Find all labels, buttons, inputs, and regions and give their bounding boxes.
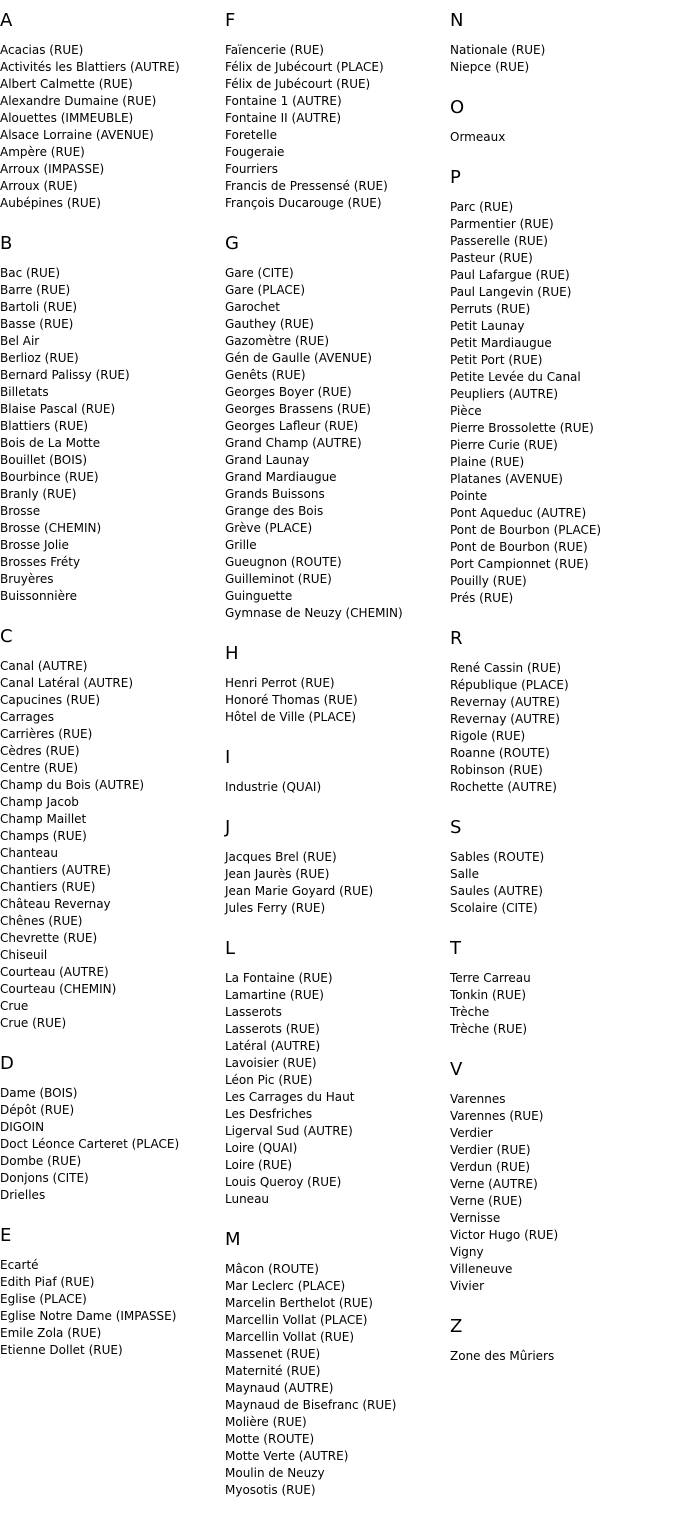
street-list-item[interactable]: Robinson (RUE)	[450, 763, 543, 777]
street-list-item[interactable]: Pont de Bourbon (RUE)	[450, 540, 588, 554]
index-column	[450, 10, 672, 1386]
street-list-item[interactable]: Pasteur (RUE)	[450, 251, 533, 265]
street-list-item[interactable]: Gauthey (RUE)	[225, 317, 314, 331]
street-list-item[interactable]: Billetats	[0, 385, 49, 399]
street-list-item[interactable]: Grange des Bois	[225, 504, 324, 518]
street-list-item[interactable]: Hôtel de Ville (PLACE)	[225, 710, 357, 724]
section-letter-heading: V	[450, 1059, 463, 1080]
street-list-item[interactable]: Industrie (QUAI)	[225, 780, 322, 794]
street-list-item[interactable]: Chanteau	[0, 846, 58, 860]
street-list-item[interactable]: Pont de Bourbon (PLACE)	[450, 523, 602, 537]
street-list-item[interactable]: Maynaud (AUTRE)	[225, 1381, 334, 1395]
letter-section	[450, 938, 672, 1038]
street-list-item[interactable]: Plaine (RUE)	[450, 455, 525, 469]
street-list-item[interactable]: Basse (RUE)	[0, 317, 74, 331]
street-list	[450, 1091, 672, 1295]
street-list-item[interactable]: Pièce	[450, 404, 482, 418]
street-list	[225, 970, 447, 1208]
street-list-item[interactable]: Dombe (RUE)	[0, 1154, 82, 1168]
street-list-item[interactable]: Passerelle (RUE)	[450, 234, 548, 248]
street-list-item[interactable]: Nationale (RUE)	[450, 43, 546, 57]
letter-section	[225, 747, 447, 796]
letter-section	[225, 938, 447, 1208]
street-list-item[interactable]: Lasserots (RUE)	[225, 1022, 320, 1036]
street-list-item[interactable]: Jean Marie Goyard (RUE)	[225, 884, 374, 898]
section-letter-heading: D	[0, 1053, 14, 1074]
street-list-item[interactable]: Gén de Gaulle (AVENUE)	[225, 351, 372, 365]
street-list-item[interactable]: Mâcon (ROUTE)	[225, 1262, 319, 1276]
street-list-item[interactable]: Motte (ROUTE)	[225, 1432, 315, 1446]
street-list-item[interactable]: Lavoisier (RUE)	[225, 1056, 317, 1070]
street-list-item[interactable]: Grève (PLACE)	[225, 521, 313, 535]
street-list	[450, 129, 672, 146]
street-list-item[interactable]: Ampère (RUE)	[0, 145, 85, 159]
street-list-item[interactable]: Foretelle	[225, 128, 278, 142]
street-list-item[interactable]: Gymnase de Neuzy (CHEMIN)	[225, 606, 403, 620]
street-list-item[interactable]: Jean Jaurès (RUE)	[225, 867, 330, 881]
street-list-item[interactable]: Etienne Dollet (RUE)	[0, 1343, 123, 1357]
section-letter-heading: S	[450, 817, 462, 838]
street-list-item[interactable]: Scolaire (CITE)	[450, 901, 538, 915]
street-list-item[interactable]: Loire (RUE)	[225, 1158, 293, 1172]
street-list-item[interactable]: Bac (RUE)	[0, 266, 61, 280]
street-list-item[interactable]: Port Campionnet (RUE)	[450, 557, 589, 571]
street-list-item[interactable]: Pierre Curie (RUE)	[450, 438, 558, 452]
street-list-item[interactable]: Bartoli (RUE)	[0, 300, 78, 314]
section-letter-heading: I	[225, 747, 231, 768]
street-list-item[interactable]: Félix de Jubécourt (PLACE)	[225, 60, 384, 74]
street-list-item[interactable]: Vivier	[450, 1279, 485, 1293]
letter-section	[450, 628, 672, 796]
street-list-item[interactable]: Paul Lafargue (RUE)	[450, 268, 570, 282]
street-list-item[interactable]: Vigny	[450, 1245, 484, 1259]
street-list	[450, 970, 672, 1038]
street-list	[0, 265, 222, 605]
street-list-item[interactable]: Moulin de Neuzy	[225, 1466, 325, 1480]
street-list-item[interactable]: Gazomètre (RUE)	[225, 334, 330, 348]
section-letter-heading: F	[225, 10, 236, 31]
section-letter-heading: C	[0, 626, 13, 647]
street-list	[0, 42, 222, 212]
street-list-item[interactable]: Cèdres (RUE)	[0, 744, 80, 758]
letter-section	[225, 817, 447, 917]
street-list-item[interactable]: Trèche (RUE)	[450, 1022, 528, 1036]
street-list-item[interactable]: Fontaine 1 (AUTRE)	[225, 94, 342, 108]
street-list-item[interactable]: Courteau (CHEMIN)	[0, 982, 117, 996]
street-list-item[interactable]: Honoré Thomas (RUE)	[225, 693, 358, 707]
street-list-item[interactable]: Vernisse	[450, 1211, 501, 1225]
street-list-item[interactable]: Champ du Bois (AUTRE)	[0, 778, 145, 792]
street-list-item[interactable]: Georges Brassens (RUE)	[225, 402, 371, 416]
street-list	[225, 779, 447, 796]
street-list-item[interactable]: Carrières (RUE)	[0, 727, 93, 741]
street-list-item[interactable]: Marcelin Berthelot (RUE)	[225, 1296, 373, 1310]
street-list-item[interactable]: Brosse (CHEMIN)	[0, 521, 102, 535]
street-list-item[interactable]: Georges Boyer (RUE)	[225, 385, 352, 399]
street-list	[450, 42, 672, 76]
street-list-item[interactable]: Gare (PLACE)	[225, 283, 306, 297]
street-list-item[interactable]: Petit Launay	[450, 319, 525, 333]
street-list-item[interactable]: Léon Pic (RUE)	[225, 1073, 313, 1087]
street-list-item[interactable]: Doct Léonce Carteret (PLACE)	[0, 1137, 180, 1151]
street-list-item[interactable]: Trèche	[450, 1005, 490, 1019]
street-list-item[interactable]: Canal (AUTRE)	[0, 659, 88, 673]
street-list-item[interactable]: Verdun (RUE)	[450, 1160, 531, 1174]
street-list-item[interactable]: Activités les Blattiers (AUTRE)	[0, 60, 180, 74]
letter-section	[225, 1229, 447, 1499]
street-list-item[interactable]: Pierre Brossolette (RUE)	[450, 421, 594, 435]
street-list-item[interactable]: Champ Maillet	[0, 812, 87, 826]
street-list-item[interactable]: Alexandre Dumaine (RUE)	[0, 94, 157, 108]
street-list-item[interactable]: Lasserots	[225, 1005, 282, 1019]
street-list-item[interactable]: Ecarté	[0, 1258, 39, 1272]
section-letter-heading: M	[225, 1229, 241, 1250]
street-list-item[interactable]: Château Revernay	[0, 897, 111, 911]
street-list	[450, 199, 672, 607]
street-list-item[interactable]: Grands Buissons	[225, 487, 325, 501]
street-list-item[interactable]: Bois de La Motte	[0, 436, 101, 450]
street-list-item[interactable]: Maternité (RUE)	[225, 1364, 321, 1378]
street-list-item[interactable]: Bourbince (RUE)	[0, 470, 99, 484]
street-list-item[interactable]: Roanne (ROUTE)	[450, 746, 550, 760]
street-list-item[interactable]: Bel Air	[0, 334, 40, 348]
street-list-item[interactable]: Garochet	[225, 300, 280, 314]
section-letter-heading: E	[0, 1225, 12, 1246]
letter-section	[450, 1316, 672, 1365]
street-list-item[interactable]: Centre (RUE)	[0, 761, 79, 775]
street-list	[225, 849, 447, 917]
letter-section	[225, 643, 447, 726]
street-list-item[interactable]: Capucines (RUE)	[0, 693, 101, 707]
letter-section	[450, 1059, 672, 1295]
street-list	[225, 42, 447, 212]
street-list-item[interactable]: Myosotis (RUE)	[225, 1483, 316, 1497]
street-list-item[interactable]: Edith Piaf (RUE)	[0, 1275, 95, 1289]
street-list-item[interactable]: Lamartine (RUE)	[225, 988, 324, 1002]
street-list-item[interactable]: Courteau (AUTRE)	[0, 965, 109, 979]
index-column	[225, 10, 447, 1520]
street-list-item[interactable]: Alsace Lorraine (AVENUE)	[0, 128, 154, 142]
street-list-item[interactable]: Grand Champ (AUTRE)	[225, 436, 362, 450]
street-list-item[interactable]: Rigole (RUE)	[450, 729, 526, 743]
index-column	[0, 10, 222, 1380]
street-list-item[interactable]: Georges Lafleur (RUE)	[225, 419, 359, 433]
street-list-item[interactable]: Fougeraie	[225, 145, 285, 159]
section-letter-heading: B	[0, 233, 13, 254]
section-letter-heading: R	[450, 628, 463, 649]
street-list-item[interactable]: Francis de Pressensé (RUE)	[225, 179, 388, 193]
street-list-item[interactable]: Alouettes (IMMEUBLE)	[0, 111, 134, 125]
street-list-item[interactable]: Gare (CITE)	[225, 266, 294, 280]
street-list-item[interactable]: Eglise (PLACE)	[0, 1292, 87, 1306]
street-list-item[interactable]: Guinguette	[225, 589, 293, 603]
street-list-item[interactable]: Salle	[450, 867, 480, 881]
letter-section	[0, 1053, 222, 1204]
street-list	[0, 1085, 222, 1204]
street-list-item[interactable]: Brosse	[0, 504, 41, 518]
street-list-item[interactable]: Donjons (CITE)	[0, 1171, 89, 1185]
street-list-item[interactable]: Acacias (RUE)	[0, 43, 84, 57]
letter-section	[225, 10, 447, 212]
street-list-item[interactable]: Rochette (AUTRE)	[450, 780, 557, 794]
street-list-item[interactable]: Crue (RUE)	[0, 1016, 67, 1030]
street-list-item[interactable]: Peupliers (AUTRE)	[450, 387, 559, 401]
street-list-item[interactable]: Motte Verte (AUTRE)	[225, 1449, 349, 1463]
street-list-item[interactable]: Crue	[0, 999, 29, 1013]
street-list-item[interactable]: La Fontaine (RUE)	[225, 971, 333, 985]
street-list-item[interactable]: Pont Aqueduc (AUTRE)	[450, 506, 587, 520]
street-list-item[interactable]: Mar Leclerc (PLACE)	[225, 1279, 346, 1293]
street-list-item[interactable]: Zone des Mûriers	[450, 1349, 555, 1363]
street-list-item[interactable]: Brosses Fréty	[0, 555, 81, 569]
street-list-item[interactable]: Barre (RUE)	[0, 283, 71, 297]
street-list-item[interactable]: Blattiers (RUE)	[0, 419, 89, 433]
street-list-item[interactable]: Marcellin Vollat (PLACE)	[225, 1313, 368, 1327]
street-list-item[interactable]: Perruts (RUE)	[450, 302, 531, 316]
section-letter-heading: G	[225, 233, 239, 254]
street-list-item[interactable]: République (PLACE)	[450, 678, 569, 692]
street-list-item[interactable]: Verdier	[450, 1126, 493, 1140]
street-list-item[interactable]: Chantiers (AUTRE)	[0, 863, 111, 877]
section-letter-heading: O	[450, 97, 465, 118]
street-list	[225, 675, 447, 726]
street-list-item[interactable]: Drielles	[0, 1188, 46, 1202]
street-list-item[interactable]: Félix de Jubécourt (RUE)	[225, 77, 371, 91]
street-list	[0, 658, 222, 1032]
street-list-item[interactable]: Aubépines (RUE)	[0, 196, 101, 210]
street-list-item[interactable]: Canal Latéral (AUTRE)	[0, 676, 134, 690]
street-list-item[interactable]: Chênes (RUE)	[0, 914, 83, 928]
street-list-item[interactable]: Pouilly (RUE)	[450, 574, 527, 588]
street-list-item[interactable]: Louis Queroy (RUE)	[225, 1175, 342, 1189]
street-list-item[interactable]: Pointe	[450, 489, 488, 503]
street-list-item[interactable]: Grand Mardiaugue	[225, 470, 337, 484]
street-list-item[interactable]: Paul Langevin (RUE)	[450, 285, 572, 299]
street-list-item[interactable]: Varennes (RUE)	[450, 1109, 544, 1123]
street-list-item[interactable]: Platanes (AVENUE)	[450, 472, 563, 486]
street-list-item[interactable]: Jacques Brel (RUE)	[225, 850, 337, 864]
street-list-item[interactable]: Verdier (RUE)	[450, 1143, 531, 1157]
street-list-item[interactable]: Champ Jacob	[0, 795, 79, 809]
letter-section	[225, 233, 447, 622]
street-list-item[interactable]: Ormeaux	[450, 130, 506, 144]
street-list	[450, 1348, 672, 1365]
letter-section	[0, 233, 222, 605]
section-letter-heading: P	[450, 167, 461, 188]
street-list-item[interactable]: Revernay (AUTRE)	[450, 712, 560, 726]
street-list-item[interactable]: Grille	[225, 538, 257, 552]
street-list-item[interactable]: Parc (RUE)	[450, 200, 514, 214]
letter-section	[450, 817, 672, 917]
street-list	[225, 265, 447, 622]
street-list-item[interactable]: Dame (BOIS)	[0, 1086, 78, 1100]
section-letter-heading: T	[450, 938, 461, 959]
street-list-item[interactable]: Genêts (RUE)	[225, 368, 306, 382]
street-list-item[interactable]: Niepce (RUE)	[450, 60, 530, 74]
street-list-item[interactable]: Verne (AUTRE)	[450, 1177, 538, 1191]
street-list-item[interactable]: Luneau	[225, 1192, 270, 1206]
letter-section	[450, 97, 672, 146]
street-list-item[interactable]: Revernay (AUTRE)	[450, 695, 560, 709]
street-list-item[interactable]: Arroux (RUE)	[0, 179, 78, 193]
street-list-item[interactable]: Champs (RUE)	[0, 829, 87, 843]
street-list-item[interactable]: Sables (ROUTE)	[450, 850, 545, 864]
street-list-item[interactable]: Arroux (IMPASSE)	[0, 162, 105, 176]
section-letter-heading: A	[0, 10, 13, 31]
section-letter-heading: N	[450, 10, 464, 31]
street-list-item[interactable]: Dépôt (RUE)	[0, 1103, 75, 1117]
street-list-item[interactable]: Bruyères	[0, 572, 54, 586]
letter-section	[450, 10, 672, 76]
street-list-item[interactable]: Carrages	[0, 710, 54, 724]
street-list-item[interactable]: Berlioz (RUE)	[0, 351, 79, 365]
street-list-item[interactable]: Eglise Notre Dame (IMPASSE)	[0, 1309, 177, 1323]
street-list-item[interactable]: Petit Mardiaugue	[450, 336, 552, 350]
street-list-item[interactable]: Maynaud de Bisefranc (RUE)	[225, 1398, 397, 1412]
street-list-item[interactable]: Varennes	[450, 1092, 506, 1106]
street-list-item[interactable]: DIGOIN	[0, 1120, 45, 1134]
section-letter-heading: Z	[450, 1316, 463, 1337]
street-list-item[interactable]: Loire (QUAI)	[225, 1141, 298, 1155]
section-letter-heading: L	[225, 938, 236, 959]
street-list-item[interactable]: Latéral (AUTRE)	[225, 1039, 321, 1053]
street-list-item[interactable]: Bouillet (BOIS)	[0, 453, 88, 467]
street-list-item[interactable]: Grand Launay	[225, 453, 310, 467]
street-list-item[interactable]: Chevrette (RUE)	[0, 931, 98, 945]
street-list-item[interactable]: Jules Ferry (RUE)	[225, 901, 326, 915]
street-list-item[interactable]: Blaise Pascal (RUE)	[0, 402, 116, 416]
street-list-item[interactable]: Victor Hugo (RUE)	[450, 1228, 559, 1242]
street-list-item[interactable]: Albert Calmette (RUE)	[0, 77, 133, 91]
street-list-item[interactable]: Saules (AUTRE)	[450, 884, 543, 898]
street-list-item[interactable]: Massenet (RUE)	[225, 1347, 321, 1361]
street-list-item[interactable]: Fontaine II (AUTRE)	[225, 111, 342, 125]
street-list-item[interactable]: Henri Perrot (RUE)	[225, 676, 335, 690]
street-list-item[interactable]: Buissonnière	[0, 589, 77, 603]
street-list-item[interactable]: Branly (RUE)	[0, 487, 77, 501]
street-list-item[interactable]: Verne (RUE)	[450, 1194, 523, 1208]
street-list-item[interactable]: Gueugnon (ROUTE)	[225, 555, 342, 569]
street-list-item[interactable]: Faïencerie (RUE)	[225, 43, 324, 57]
street-list	[450, 660, 672, 796]
street-list-item[interactable]: Villeneuve	[450, 1262, 513, 1276]
street-list	[225, 1261, 447, 1499]
street-list-item[interactable]: Parmentier (RUE)	[450, 217, 554, 231]
street-list-item[interactable]: Chantiers (RUE)	[0, 880, 96, 894]
street-list-item[interactable]: Petite Levée du Canal	[450, 370, 581, 384]
street-list-item[interactable]: Guilleminot (RUE)	[225, 572, 332, 586]
street-list-item[interactable]: Fourriers	[225, 162, 278, 176]
street-list-item[interactable]: Emile Zola (RUE)	[0, 1326, 102, 1340]
street-list	[450, 849, 672, 917]
letter-section	[0, 10, 222, 212]
street-list-item[interactable]: Chiseuil	[0, 948, 48, 962]
street-list-item[interactable]: Prés (RUE)	[450, 591, 514, 605]
street-list-item[interactable]: Bernard Palissy (RUE)	[0, 368, 130, 382]
letter-section	[450, 167, 672, 607]
street-list-item[interactable]: François Ducarouge (RUE)	[225, 196, 382, 210]
street-list-item[interactable]: Petit Port (RUE)	[450, 353, 543, 367]
section-letter-heading: J	[225, 817, 231, 838]
section-letter-heading: H	[225, 643, 239, 664]
letter-section	[0, 626, 222, 1032]
street-list-item[interactable]: Tonkin (RUE)	[450, 988, 527, 1002]
street-list-item[interactable]: René Cassin (RUE)	[450, 661, 562, 675]
street-list-item[interactable]: Molière (RUE)	[225, 1415, 307, 1429]
street-list-item[interactable]: Ligerval Sud (AUTRE)	[225, 1124, 353, 1138]
street-list-item[interactable]: Brosse Jolie	[0, 538, 69, 552]
street-list-item[interactable]: Marcellin Vollat (RUE)	[225, 1330, 355, 1344]
street-list	[0, 1257, 222, 1359]
street-list-item[interactable]: Les Desfriches	[225, 1107, 313, 1121]
street-list-item[interactable]: Les Carrages du Haut	[225, 1090, 355, 1104]
street-list-item[interactable]: Terre Carreau	[450, 971, 531, 985]
letter-section	[0, 1225, 222, 1359]
